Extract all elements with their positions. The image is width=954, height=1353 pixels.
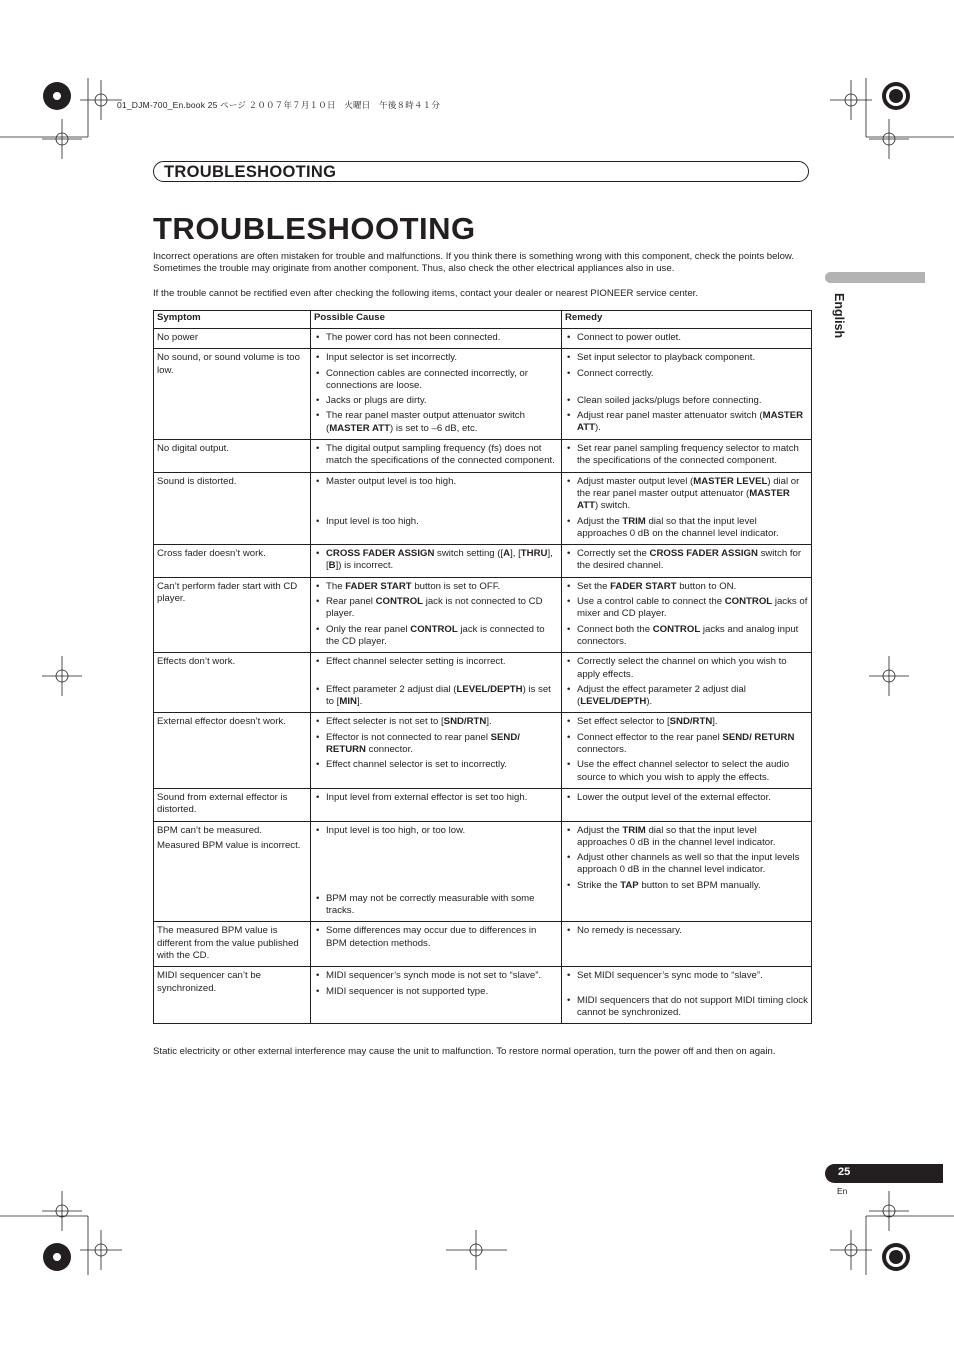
cause-cell — [311, 440, 562, 473]
symptom-text: Measured BPM value is incorrect. — [157, 839, 301, 851]
remedy-cell — [562, 577, 812, 652]
cause-cell — [311, 577, 562, 652]
remedy-cell — [562, 349, 812, 440]
remedy-item: • Connect correctly. — [565, 368, 808, 380]
table-row — [154, 545, 812, 578]
remedy-cell — [562, 713, 812, 788]
cause-cell — [311, 788, 562, 821]
column-header-remedy: Remedy — [562, 311, 812, 329]
remedy-item: • Clean soiled jacks/plugs before connecting. — [565, 395, 808, 407]
cause-cell — [311, 922, 562, 967]
table-row — [154, 821, 812, 922]
symptom-cell: External effector doesn’t work. — [154, 713, 311, 788]
intro-paragraph-1: Incorrect operations are often mistaken for trouble and malfunctions. If you think there is something wrong with this component, check the points below. Sometimes the trouble may originate from another component. Thus, also check the other electrical appliances also in use. — [153, 251, 794, 275]
remedy-item: • Adjust the TRIM dial so that the input level approaches 0 dB in the channel level indicator. — [565, 825, 808, 850]
cause-item: • Some differences may occur due to differences in BPM detection methods. — [314, 925, 558, 950]
print-header: 01_DJM-700_En.book 25 ページ ２００７年７月１０日 火曜日 午後８時４１分 — [117, 100, 441, 110]
remedy-item: • Use a control cable to connect the CONTROL jacks of mixer and CD player. — [565, 596, 808, 621]
table-row — [154, 472, 812, 544]
page-language-code: En — [837, 1186, 848, 1196]
cause-item: • Effect channel selecter setting is incorrect. — [314, 656, 558, 668]
cause-cell — [311, 545, 562, 578]
column-header-cause: Possible Cause — [311, 311, 562, 329]
remedy-item: • Connect effector to the rear panel SEND/ RETURN connectors. — [565, 732, 808, 757]
remedy-cell — [562, 967, 812, 1024]
cause-cell — [311, 713, 562, 788]
symptom-cell: Can’t perform fader start with CD player. — [154, 577, 311, 652]
cause-item: • Rear panel CONTROL jack is not connected to CD player. — [314, 596, 558, 621]
intro-paragraph-2: If the trouble cannot be rectified even after checking the following items, contact your dealer or nearest PIONEER service center. — [153, 288, 698, 299]
remedy-item: • No remedy is necessary. — [565, 925, 808, 937]
remedy-item: • Connect to power outlet. — [565, 332, 808, 344]
footer-note: Static electricity or other external interference may cause the unit to malfunction. To restore normal operation, turn the power off and then on again. — [153, 1046, 776, 1057]
cause-item: • The rear panel master output attenuator switch (MASTER ATT) is set to –6 dB, etc. — [314, 410, 558, 435]
cause-cell — [311, 821, 562, 922]
remedy-item: • Correctly set the CROSS FADER ASSIGN switch for the desired channel. — [565, 548, 808, 573]
page-number: 25 — [838, 1166, 851, 1178]
symptom-cell: Sound is distorted. — [154, 472, 311, 544]
cause-item: • CROSS FADER ASSIGN switch setting ([A], [THRU], [B]) is incorrect. — [314, 548, 558, 573]
cause-item: • Input level from external effector is set too high. — [314, 792, 558, 804]
remedy-cell — [562, 472, 812, 544]
symptom-cell: Cross fader doesn’t work. — [154, 545, 311, 578]
remedy-item: • Connect both the CONTROL jacks and analog input connectors. — [565, 624, 808, 649]
cause-cell — [311, 967, 562, 1024]
remedy-item: • Set input selector to playback component. — [565, 352, 808, 364]
column-header-symptom: Symptom — [154, 311, 311, 329]
remedy-item: • Strike the TAP button to set BPM manually. — [565, 880, 808, 892]
symptom-cell: Effects don’t work. — [154, 653, 311, 713]
symptom-cell: No digital output. — [154, 440, 311, 473]
cause-item: • Input selector is set incorrectly. — [314, 352, 558, 364]
table-row — [154, 713, 812, 788]
cause-item: • Connection cables are connected incorrectly, or connections are loose. — [314, 368, 558, 393]
cause-item: • Input level is too high, or too low. — [314, 825, 558, 837]
symptom-cell: MIDI sequencer can’t be synchronized. — [154, 967, 311, 1024]
cause-cell — [311, 349, 562, 440]
remedy-item: • Adjust rear panel master attenuator switch (MASTER ATT). — [565, 410, 808, 435]
cause-cell — [311, 329, 562, 349]
table-row — [154, 653, 812, 713]
remedy-cell — [562, 788, 812, 821]
symptom-cell — [154, 821, 311, 922]
remedy-item: • Lower the output level of the external effector. — [565, 792, 808, 804]
remedy-item: • Correctly select the channel on which you wish to apply effects. — [565, 656, 808, 681]
cause-item: • Effect channel selector is set to incorrectly. — [314, 759, 558, 771]
remedy-item: • Set rear panel sampling frequency selector to match the specifications of the connected component. — [565, 443, 808, 468]
remedy-item: • MIDI sequencers that do not support MIDI timing clock cannot be synchronized. — [565, 995, 808, 1020]
table-row — [154, 329, 812, 349]
language-tab-bar — [825, 272, 925, 283]
remedy-cell — [562, 329, 812, 349]
table-row — [154, 922, 812, 967]
remedy-cell — [562, 440, 812, 473]
section-title: TROUBLESHOOTING — [164, 163, 337, 181]
cause-item: • The digital output sampling frequency (fs) does not match the specifications of the connected component. — [314, 443, 558, 468]
cause-item: • Only the rear panel CONTROL jack is connected to the CD player. — [314, 624, 558, 649]
cause-item: • BPM may not be correctly measurable with some tracks. — [314, 893, 558, 918]
table-row — [154, 440, 812, 473]
table-row — [154, 788, 812, 821]
page-title: TROUBLESHOOTING — [153, 211, 476, 246]
remedy-cell — [562, 922, 812, 967]
remedy-item: • Adjust the effect parameter 2 adjust dial (LEVEL/DEPTH). — [565, 684, 808, 709]
cause-item: • Master output level is too high. — [314, 476, 558, 488]
remedy-cell — [562, 545, 812, 578]
cause-item: • Effect parameter 2 adjust dial (LEVEL/DEPTH) is set to [MIN]. — [314, 684, 558, 709]
cause-item: • Input level is too high. — [314, 516, 558, 528]
target-mark-top-left — [80, 80, 122, 120]
remedy-cell — [562, 821, 812, 922]
symptom-cell: The measured BPM value is different from the value published with the CD. — [154, 922, 311, 967]
cause-item: • Jacks or plugs are dirty. — [314, 395, 558, 407]
remedy-item: • Adjust other channels as well so that the input levels approach 0 dB in the channel level indicator. — [565, 852, 808, 877]
cause-item: • Effector is not connected to rear panel SEND/ RETURN connector. — [314, 732, 558, 757]
symptom-cell: Sound from external effector is distorted. — [154, 788, 311, 821]
remedy-cell — [562, 653, 812, 713]
cause-item: • The FADER START button is set to OFF. — [314, 581, 558, 593]
cause-item: • MIDI sequencer is not supported type. — [314, 986, 558, 998]
cause-cell — [311, 472, 562, 544]
symptom-text: BPM can’t be measured. — [157, 824, 263, 836]
symptom-cell: No power — [154, 329, 311, 349]
table-row — [154, 349, 812, 440]
cause-cell — [311, 653, 562, 713]
remedy-item: • Use the effect channel selector to select the audio source to which you wish to apply the effects. — [565, 759, 808, 784]
remedy-item: • Adjust the TRIM dial so that the input level approaches 0 dB on the channel level indicator. — [565, 516, 808, 541]
table-row — [154, 967, 812, 1024]
troubleshooting-table — [153, 310, 812, 1024]
cause-item: • MIDI sequencer’s synch mode is not set to “slave”. — [314, 970, 558, 982]
table-row — [154, 577, 812, 652]
remedy-item: • Adjust master output level (MASTER LEVEL) dial or the rear panel master output attenuator (MASTER ATT) switch. — [565, 476, 808, 513]
symptom-cell: No sound, or sound volume is too low. — [154, 349, 311, 440]
remedy-item: • Set effect selector to [SND/RTN]. — [565, 716, 808, 728]
remedy-item: • Set the FADER START button to ON. — [565, 581, 808, 593]
cause-item: • The power cord has not been connected. — [314, 332, 558, 344]
cause-item: • Effect selecter is not set to [SND/RTN]. — [314, 716, 558, 728]
remedy-item: • Set MIDI sequencer’s sync mode to “slave”. — [565, 970, 808, 982]
language-tab-label: English — [832, 293, 846, 339]
page-number-badge — [825, 1164, 943, 1183]
section-header-bar — [153, 161, 809, 182]
table-header-row — [154, 311, 812, 329]
